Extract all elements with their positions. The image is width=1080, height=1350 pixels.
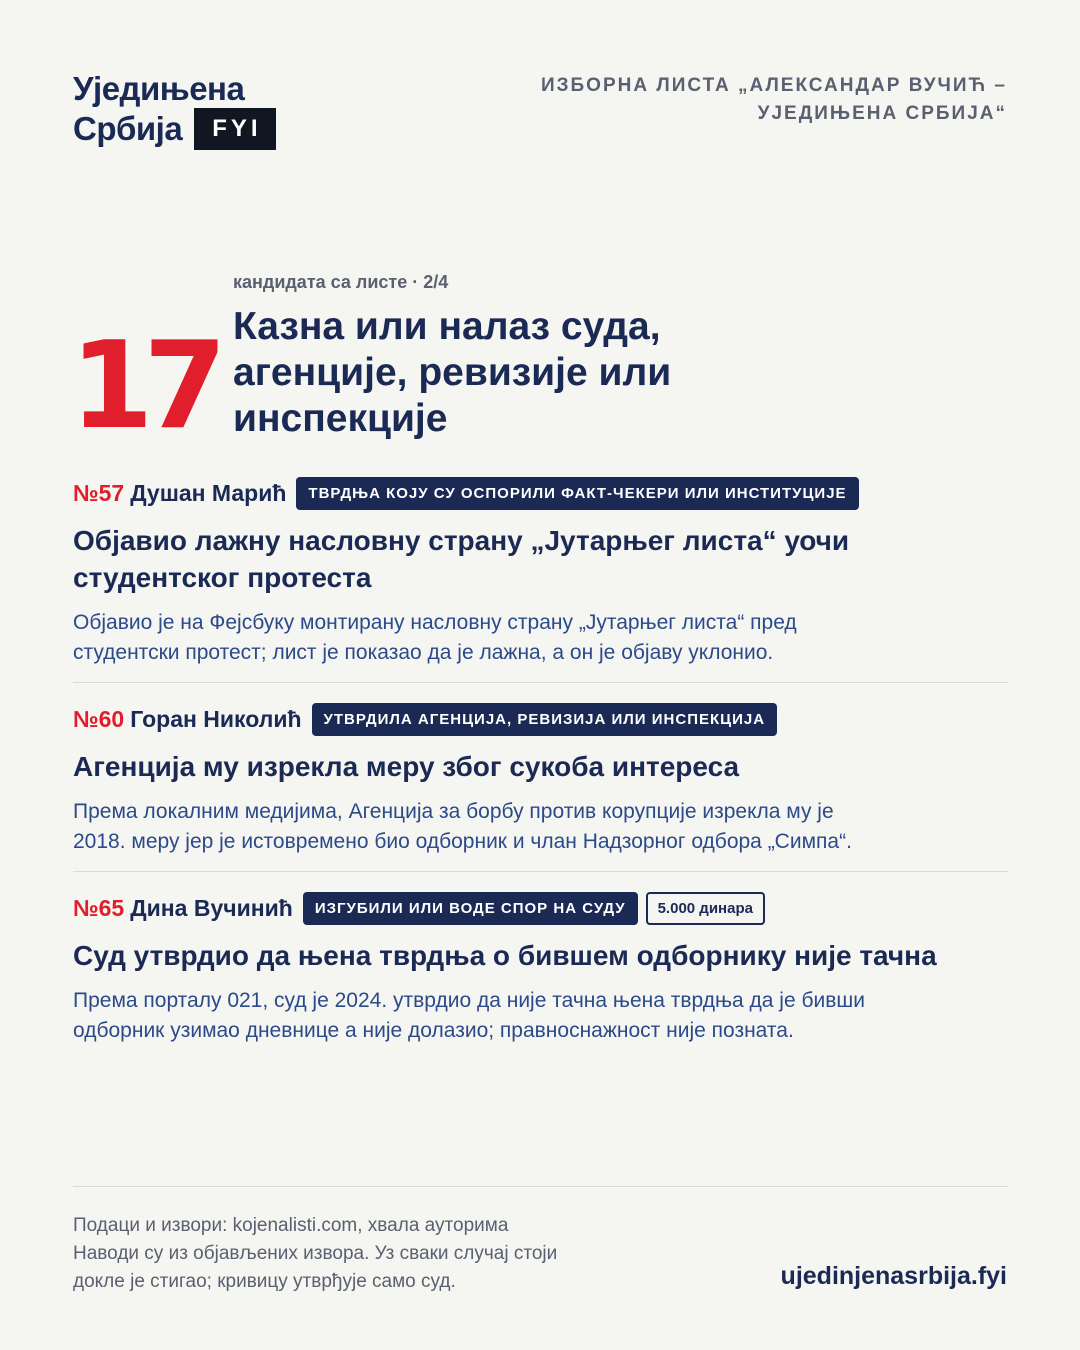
entry-title	[73, 522, 1008, 596]
entry-header	[73, 476, 1008, 510]
candidate-entry	[73, 476, 1008, 668]
entry-title	[73, 748, 1008, 785]
entry-text-line1: Према локалним медијима, Агенција за борбу против корупције изрекла му је	[73, 800, 834, 823]
entry-description	[73, 608, 1008, 668]
candidate-number: №57	[73, 479, 125, 506]
entry-text-line2: студентски протест; лист је показао да је лажна, а он је објаву уклонио.	[73, 641, 774, 664]
footer-line3: докле је стигао; кривицу утврђује само суд.	[73, 1271, 456, 1292]
candidate-entry	[73, 702, 1008, 857]
entry-header	[73, 702, 1008, 736]
candidate-name: Горан Николић	[130, 705, 302, 732]
entry-title-line1: Објавио лажну насловну страну „Јутарњег листа“ уочи	[73, 525, 850, 556]
title-line1: Казна или налаз суда,	[233, 305, 661, 348]
logo-line2-row	[73, 108, 276, 150]
candidate-entry	[73, 891, 1008, 1046]
page-title	[233, 304, 833, 442]
footer-note	[73, 1212, 557, 1296]
electoral-list-name	[487, 72, 1007, 128]
entry-title-line1: Суд утврдио да њена тврдња о бившем одборнику није тачна	[73, 940, 937, 971]
footer-divider	[73, 1186, 1008, 1187]
entry-text-line1: Објавио је на Фејсбуку монтирану насловну страну „Јутарњег листа“ пред	[73, 611, 797, 634]
candidate-number: №65	[73, 894, 125, 921]
fine-amount-badge: 5.000 динара	[646, 892, 765, 925]
entry-description	[73, 797, 1008, 857]
entry-title-line1: Агенција му изрекла меру због сукоба интереса	[73, 751, 740, 782]
entry-text-line2: 2018. меру јер је истовремено био одборник и члан Надзорног одбора „Симпа“.	[73, 830, 852, 853]
entry-text-line2: одборник узимао дневнице а није долазио; правноснажност није позната.	[73, 1019, 794, 1042]
category-badge: УТВРДИЛА АГЕНЦИЈА, РЕВИЗИЈА ИЛИ ИНСПЕКЦИЈА	[312, 703, 778, 736]
entry-text-line1: Према порталу 021, суд је 2024. утврдио да није тачна њена тврдња да је бивши	[73, 989, 865, 1012]
logo-line1: Уједињена	[73, 70, 245, 107]
title-line3: инспекције	[233, 397, 448, 440]
candidate-name: Дина Вучинић	[130, 894, 293, 921]
entry-header	[73, 891, 1008, 925]
category-badge: ИЗГУБИЛИ ИЛИ ВОДЕ СПОР НА СУДУ	[303, 892, 638, 925]
fyi-badge: FYI	[194, 108, 275, 150]
list-name-line1: ИЗБОРНА ЛИСТА „АЛЕКСАНДАР ВУЧИЋ –	[540, 75, 1007, 96]
footer-line1: Подаци и извори: kojenalisti.com, хвала ауторима	[73, 1215, 509, 1236]
candidate-name: Душан Марић	[130, 479, 287, 506]
footer-line2: Наводи су из објављених извора. Уз сваки случај стоји	[73, 1243, 558, 1264]
title-line2: агенције, ревизије или	[233, 351, 672, 394]
brand-logo	[73, 70, 276, 150]
kicker: кандидата са листе · 2/4	[233, 272, 449, 292]
entry-title	[73, 937, 1008, 974]
divider	[73, 871, 1008, 872]
entry-title-line2: студентског протеста	[73, 562, 372, 593]
list-name-line2: УЈЕДИЊЕНА СРБИЈА“	[757, 103, 1007, 124]
divider	[73, 682, 1008, 683]
candidate-count: 17	[70, 317, 217, 456]
category-badge: ТВРДЊА КОЈУ СУ ОСПОРИЛИ ФАКТ-ЧЕКЕРИ ИЛИ ИНСТИТУЦИЈЕ	[296, 477, 858, 510]
entry-description	[73, 986, 1008, 1046]
website-link[interactable]: ujedinjenasrbija.fyi	[780, 1262, 1007, 1290]
logo-line2: Србија	[73, 110, 183, 147]
candidate-number: №60	[73, 705, 125, 732]
